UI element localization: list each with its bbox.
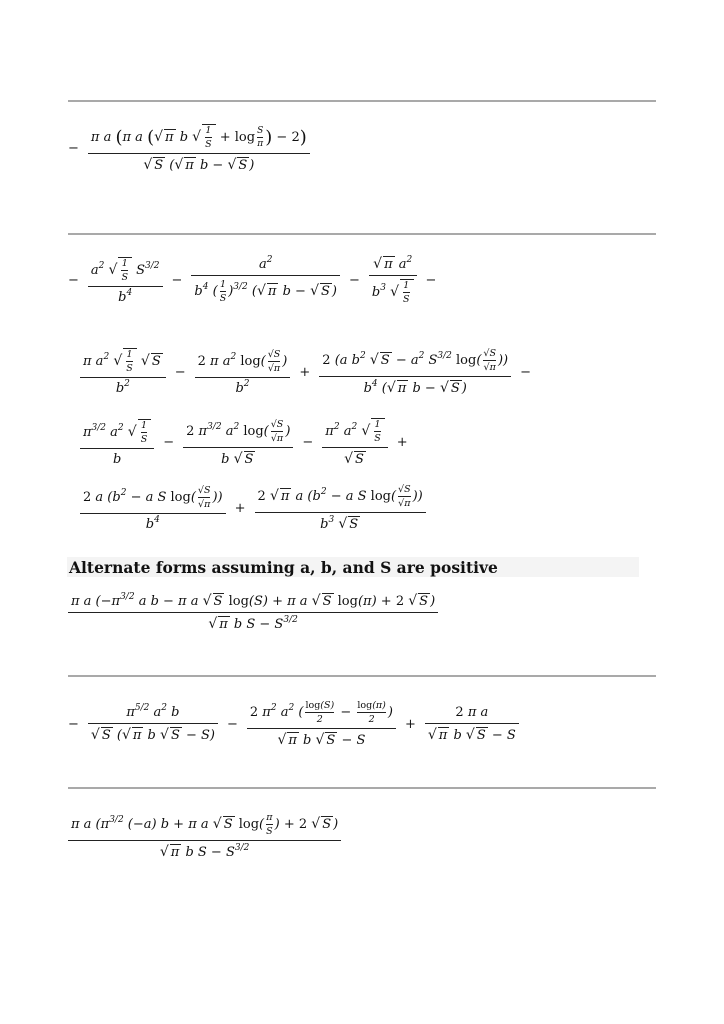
- divider-top: [68, 100, 656, 102]
- divider-2: [68, 233, 656, 235]
- formula-3: $\frac{\pi a (-\pi^{3/2} a b - \pi a √ S \log(S) + \pi a √ S \log(\pi) + 2 √ S )}{√ \pi b S - S^{3/2}}$: [68, 593, 441, 632]
- formula-5: π a ($\pi^{3/2}$ (−a) b + π a √ S log( $\frac{\pi}{S}$ ) + 2 √ S ) √ π b $S - S^{3/2}$: [68, 812, 344, 860]
- alternate-forms-heading: [67, 557, 639, 577]
- formula-1: − π a (π a (√ π b √ $\frac{1}{S}$ + log $\frac{S}{\pi}$ ) − 2) √ S (√ π b − √ S ): [68, 124, 313, 173]
- divider-3: [68, 675, 656, 677]
- formula-2-line-2: π $a^2$ √ $\frac{1}{S}$ √ S $b^2$ − 2 π $a^2$ log( $\frac{√S}{√\pi}$ ) $b^2$ + 2 (a $b^2$ √ $S - a^2$ $S^{3/2}$ log( $\frac{√S}{√\pi}$ )) $b^4$ (√ π b − √ S ) −: [80, 348, 537, 396]
- formula-2-line-1: − $a^2$ √ $\frac{1}{S}$ $S^{3/2}$ $b^4$ − $a^2$ $b^4$ ( $\frac{1}{S}$ )$^{3/2}$ (√ π b − √ S ) − √ π $a^2$ $b^3$ √ $\frac{1}{S}$ −: [68, 255, 437, 305]
- formula-2-line-4: 2 a ($b^2 - a$ S log( $\frac{√S}{√\pi}$ )) $b^4$ + 2 √ π a ($b^2 - a$ S log( $\frac{√S}{√\pi}$ )) $b^3$ √ S: [80, 484, 429, 532]
- formula-2-line-3: $\pi^{3/2}$ $a^2$ √ $\frac{1}{S}$ b − 2 $\pi^{3/2}$ $a^2$ log( $\frac{√S}{√\pi}$ ) b √ S − $\pi^2$ $a^2$ √ $\frac{1}{S}$ √ S +: [80, 418, 414, 467]
- heading-text: Alternate forms assuming a, b, and S are positive: [69, 558, 498, 577]
- formula-4: − $\frac{\pi^{5/2} a^2 b}{\text{√ S (√ π b √ S − S)}}$ − 2 $\pi^2$ $a^2$ ( $\frac{\log(S)}{2}$ − $\frac{\log(\pi)}{2}$ ) √ π b √ S − S + $\frac{\text{2 π a}}{\text{√ π b √ S − S}}$: [68, 700, 522, 748]
- divider-4: [68, 787, 656, 789]
